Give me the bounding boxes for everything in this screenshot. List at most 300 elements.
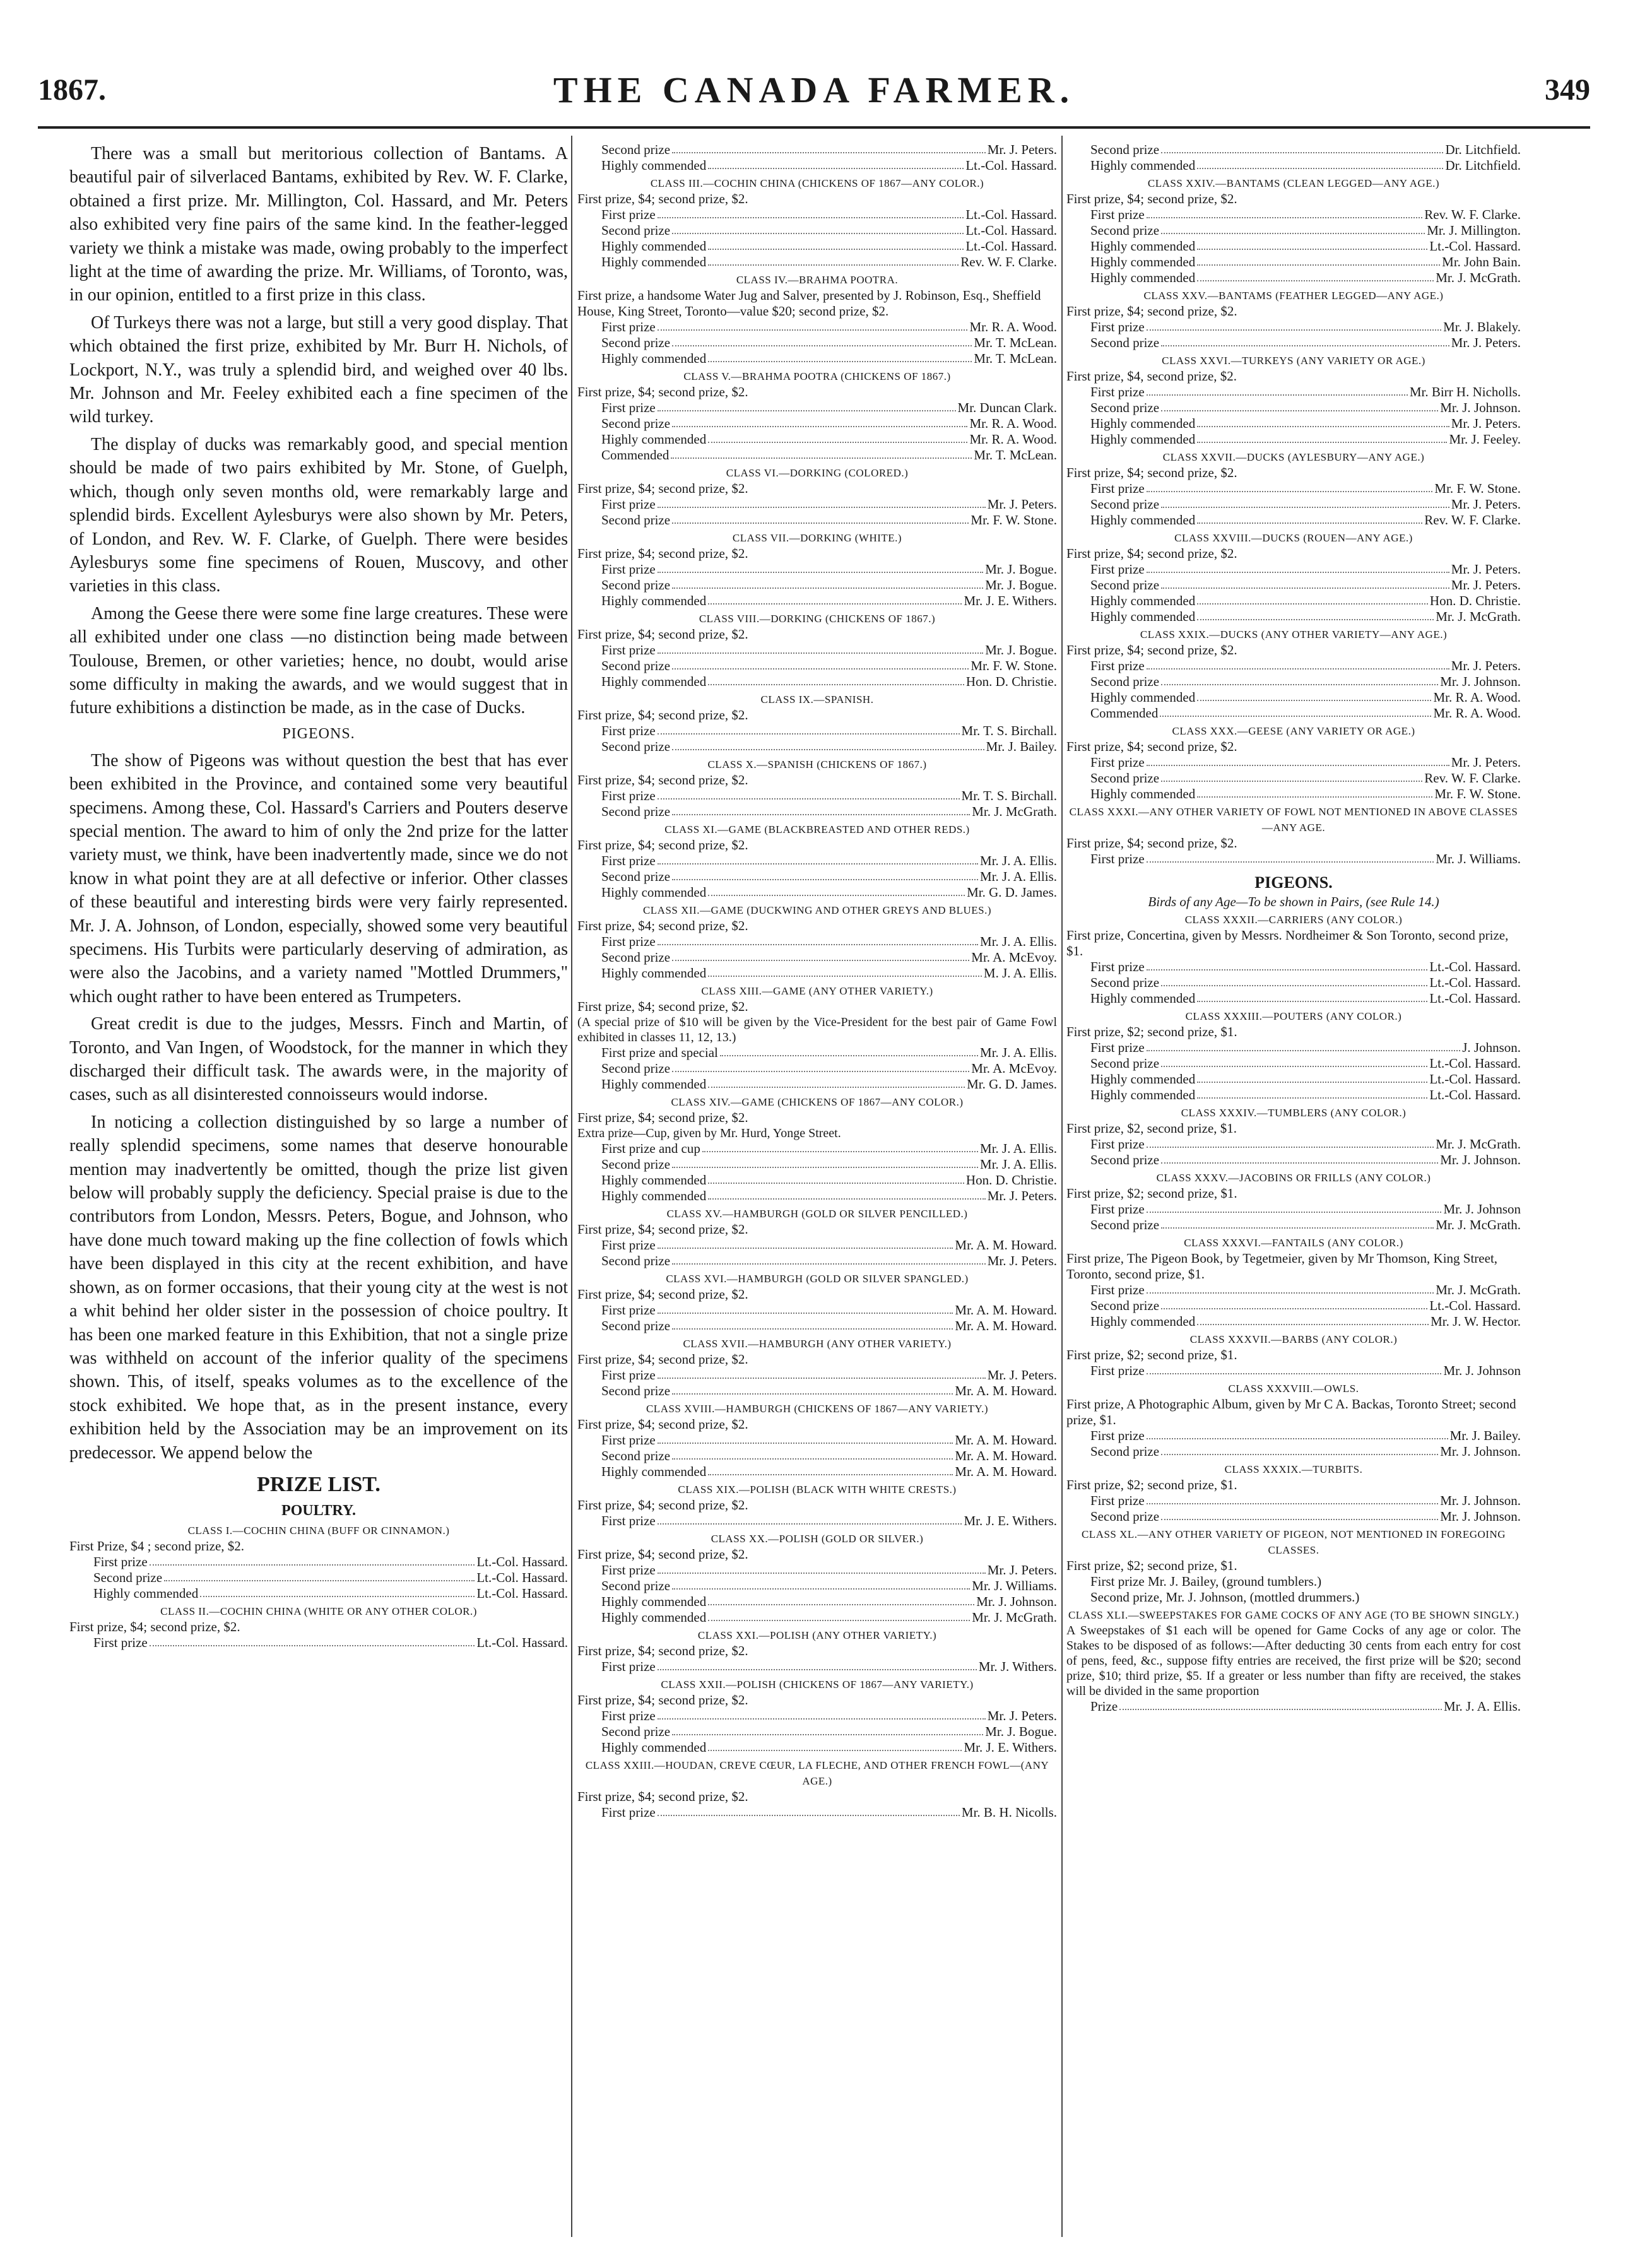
award-label: Second prize — [1090, 335, 1160, 350]
dot-leader — [658, 497, 986, 508]
prize-values: First prize, $4; second prize, $2. — [577, 1287, 748, 1302]
winner-name: Mr. John Bain. — [1442, 254, 1521, 269]
prize-entry — [69, 1586, 568, 1602]
award-label: First prize — [601, 1805, 656, 1820]
winner-name: Lt.-Col. Hassard. — [476, 1585, 568, 1601]
class-heading: CLASS XX.—POLISH (GOLD OR SILVER.) — [711, 1533, 924, 1545]
prize-entry — [1066, 658, 1521, 674]
award-label: First prize Mr. J. Bailey, (ground tumblers.) — [1090, 1574, 1322, 1589]
winner-name: Mr. R. A. Wood. — [969, 319, 1057, 334]
winner-name: J. Johnson. — [1462, 1040, 1521, 1055]
dot-leader — [708, 674, 964, 685]
award-label: First prize — [601, 1562, 656, 1578]
prize-values: First prize, $4; second prize, $2. — [577, 384, 748, 399]
award-label: Highly commended — [1090, 512, 1196, 528]
prize-entry — [577, 1805, 1057, 1820]
prize-entry — [577, 1610, 1057, 1626]
prize-entry — [577, 432, 1057, 447]
dot-leader — [1161, 1444, 1438, 1455]
class-heading: CLASS XIII.—GAME (ANY OTHER VARIETY.) — [701, 985, 933, 997]
award-label: Highly commended — [1090, 1314, 1196, 1329]
award-label: Second prize — [1090, 497, 1160, 512]
prize-entry — [577, 512, 1057, 528]
award-label: First prize — [1090, 755, 1145, 770]
prize-values: First prize, $4; second prize, $2. — [577, 1110, 748, 1125]
award-label: Highly commended — [601, 1077, 707, 1092]
prize-entry — [577, 207, 1057, 223]
award-label: Second prize — [1090, 400, 1160, 415]
dot-leader — [1161, 975, 1427, 986]
dot-leader — [672, 869, 978, 880]
winner-name: Mr. J. Peters. — [1451, 497, 1521, 512]
class-block — [1066, 1461, 1521, 1525]
winner-name: Mr. J. Peters. — [1451, 416, 1521, 431]
prize-values: First prize, $4; second prize, $2. — [577, 546, 748, 561]
award-label: Second prize — [601, 1448, 671, 1463]
class-heading: CLASS XXVII.—DUCKS (AYLESBURY—ANY AGE.) — [1162, 451, 1425, 463]
class-heading: CLASS XXIX.—DUCKS (ANY OTHER VARIETY—ANY AGE.) — [1140, 628, 1448, 640]
award-label: First prize — [601, 642, 656, 658]
prize-entry — [1066, 690, 1521, 705]
class-block — [577, 530, 1057, 609]
dot-leader — [720, 1045, 978, 1056]
award-label: First prize — [601, 400, 656, 415]
award-label: Second prize — [1090, 1509, 1160, 1524]
prize-entry — [577, 1045, 1057, 1061]
award-label: Second prize — [1090, 975, 1160, 990]
winner-name: Mr. T. McLean. — [974, 447, 1057, 463]
dot-leader — [672, 1724, 983, 1735]
prize-values: First prize, $4; second prize, $2. — [577, 481, 748, 496]
prize-entry — [1066, 1201, 1521, 1217]
winner-name: Lt.-Col. Hassard. — [1429, 1087, 1521, 1102]
award-label: First prize — [1090, 207, 1145, 222]
prize-entry — [1066, 158, 1521, 174]
award-label: Second prize — [601, 658, 671, 673]
award-label: Highly commended — [1090, 158, 1196, 173]
winner-name: Mr. J. Feeley. — [1449, 432, 1521, 447]
dot-leader — [1161, 1056, 1427, 1067]
prize-entry — [577, 1448, 1057, 1464]
winner-name: Mr. J. McGrath. — [1436, 609, 1521, 624]
dot-leader — [1197, 786, 1432, 798]
prize-entry — [1066, 497, 1521, 512]
dot-leader — [1197, 239, 1427, 250]
prize-entry — [1066, 319, 1521, 335]
award-label: First prize and cup — [601, 1141, 700, 1156]
winner-name: Mr. G. D. James. — [967, 885, 1057, 900]
winner-name: Lt.-Col. Hassard. — [965, 207, 1057, 222]
dot-leader — [672, 1383, 953, 1395]
winner-name: Mr. J. Johnson. — [1440, 1509, 1521, 1524]
prize-values: First prize, $4; second prize, $2. — [577, 1547, 748, 1562]
award-label: First prize — [1090, 1040, 1145, 1055]
award-label: First prize — [1090, 1363, 1145, 1378]
prize-values: First Prize, $4 ; second prize, $2. — [69, 1538, 245, 1554]
dot-leader — [708, 351, 972, 362]
class-heading: CLASS XXXIII.—POUTERS (ANY COLOR.) — [1185, 1010, 1402, 1022]
winner-name: Mr. J. Bogue. — [985, 562, 1057, 577]
dot-leader — [1147, 562, 1449, 573]
winner-name: Lt.-Col. Hassard. — [965, 223, 1057, 238]
award-label: Highly commended — [601, 254, 707, 269]
winner-name: Mr. J. Peters. — [1451, 577, 1521, 593]
class-heading: CLASS XXXV.—JACOBINS OR FRILLS (ANY COLOR.) — [1156, 1172, 1431, 1184]
prize-entry — [577, 1578, 1057, 1594]
prize-entry — [1066, 1314, 1521, 1330]
award-label: First prize — [1090, 481, 1145, 496]
class-block — [1066, 1008, 1521, 1103]
prize-values: First prize, $2; second prize, $1. — [1066, 1558, 1237, 1573]
class-heading: CLASS XIV.—GAME (CHICKENS OF 1867—ANY COLOR.) — [671, 1096, 964, 1108]
award-label: Second prize — [601, 142, 671, 157]
prize-values: First prize, $4; second prize, $2. — [1066, 304, 1237, 319]
award-label: Second prize — [601, 1157, 671, 1172]
dot-leader — [1161, 335, 1449, 346]
prize-entry — [577, 950, 1057, 965]
dot-leader — [672, 950, 969, 961]
prize-entry — [577, 674, 1057, 690]
column-divider — [1061, 136, 1063, 2237]
prize-values: First prize, $4; second prize, $2. — [577, 1643, 748, 1658]
award-label: Highly commended — [1090, 416, 1196, 431]
class-block — [577, 902, 1057, 981]
article-paragraph: Among the Geese there were some fine large creatures. These were all exhibited under one class —no distinction being made between Toulouse, Bremen, or other varieties; hence, no doubt, would arise some difficulty in making the awards, and we would suggest that in future exhibitions a distinction be made, as in the case of Ducks. — [69, 603, 568, 718]
prize-entry — [1066, 959, 1521, 975]
dot-leader — [658, 1708, 986, 1720]
class-block — [1066, 353, 1521, 447]
class-block — [577, 272, 1057, 367]
dot-leader — [1197, 416, 1449, 427]
dot-leader — [1161, 674, 1438, 685]
winner-name: Mr. J. A. Ellis. — [980, 1141, 1057, 1156]
class-heading: CLASS XXXIX.—TURBITS. — [1224, 1463, 1363, 1475]
prize-entry — [1066, 270, 1521, 286]
dot-leader — [671, 447, 972, 459]
prize-entry — [1066, 1444, 1521, 1460]
prize-entry — [577, 723, 1057, 739]
award-label: First prize — [601, 1513, 656, 1528]
class-block — [1066, 1170, 1521, 1233]
winner-name: Lt.-Col. Hassard. — [1429, 975, 1521, 990]
winner-name: Mr. J. A. Ellis. — [980, 853, 1057, 868]
prize-entry — [577, 1077, 1057, 1092]
dot-leader — [672, 1318, 953, 1330]
class-heading: CLASS XXXII.—CARRIERS (ANY COLOR.) — [1184, 914, 1403, 926]
dot-leader — [1147, 851, 1434, 863]
class-block — [577, 1531, 1057, 1626]
dot-leader — [1161, 1152, 1438, 1164]
winner-name: Mr. J. Johnson. — [1440, 1152, 1521, 1167]
poultry-heading: POULTRY. — [281, 1502, 357, 1519]
award-label: First prize — [93, 1634, 148, 1650]
prize-values: First prize, $4; second prize, $2. — [577, 999, 748, 1014]
winner-name: Mr. A. McEvoy. — [971, 950, 1057, 965]
prize-entry — [577, 1188, 1057, 1204]
winner-name: Lt.-Col. Hassard. — [1429, 1298, 1521, 1313]
prize-values: First prize, $4; second prize, $2. — [577, 1789, 748, 1804]
prize-entry — [1066, 432, 1521, 447]
prize-entry — [577, 158, 1057, 174]
class-block — [577, 1336, 1057, 1399]
winner-name: Rev. W. F. Clarke. — [1424, 512, 1521, 528]
article-column — [69, 142, 568, 2250]
prize-entry — [1066, 512, 1521, 528]
prize-list-heading: PRIZE LIST. — [257, 1472, 381, 1496]
dot-leader — [1160, 705, 1431, 717]
dot-leader — [658, 207, 964, 218]
dot-leader — [1161, 770, 1422, 782]
class-block — [577, 1627, 1057, 1675]
winner-name: Mr. J. McGrath. — [1436, 270, 1521, 285]
award-label: Commended — [1090, 705, 1159, 721]
prize-list — [1066, 142, 1521, 867]
prize-entry — [1066, 577, 1521, 593]
prize-entry — [577, 1562, 1057, 1578]
dot-leader — [658, 319, 968, 331]
award-label: First prize — [1090, 1136, 1145, 1152]
dot-leader — [658, 788, 960, 800]
dot-leader — [1147, 1282, 1434, 1294]
dot-leader — [672, 512, 969, 524]
class-block — [577, 822, 1057, 900]
prize-entry — [577, 1157, 1057, 1172]
winner-name: Mr. J. E. Withers. — [964, 593, 1057, 608]
award-label: First prize — [601, 1237, 656, 1253]
dot-leader — [672, 804, 970, 815]
class-block — [577, 1401, 1057, 1480]
award-label: Second prize — [1090, 1298, 1160, 1313]
dot-leader — [672, 658, 969, 670]
prize-list — [577, 142, 1057, 1820]
winner-name: Mr. J. Blakely. — [1443, 319, 1521, 334]
winner-name: Mr. B. H. Nicolls. — [961, 1805, 1057, 1820]
prize-entry — [1066, 705, 1521, 721]
prize-entry — [577, 1253, 1057, 1269]
class-heading: CLASS XXV.—BANTAMS (FEATHER LEGGED—ANY AGE.) — [1143, 290, 1444, 302]
winner-name: Mr. J. Peters. — [1451, 335, 1521, 350]
section-heading: PIGEONS. — [1254, 873, 1333, 892]
prize-entry — [1066, 786, 1521, 802]
class-heading: CLASS VI.—DORKING (COLORED.) — [726, 467, 909, 479]
prize-entry — [577, 788, 1057, 804]
class-note: (A special prize of $10 will be given by the Vice-President for the best pair of Game Fowl exhibited in classes 11, 12, 13.) — [577, 1015, 1057, 1044]
prize-values: First prize, Concertina, given by Messrs. Nordheimer & Son Toronto, second prize, $1. — [1066, 928, 1509, 959]
award-label: Second prize — [601, 335, 671, 350]
prize-entry — [1066, 609, 1521, 625]
dot-leader — [1161, 1298, 1427, 1309]
dot-leader — [672, 739, 984, 750]
prize-entry — [1066, 1087, 1521, 1103]
dot-leader — [708, 1594, 974, 1605]
dot-leader — [702, 1141, 978, 1152]
prize-entry — [1066, 1152, 1521, 1168]
prize-entry — [69, 1635, 568, 1651]
prize-entry — [1066, 481, 1521, 497]
prize-entry — [577, 447, 1057, 463]
prize-list — [69, 1523, 568, 1651]
award-label: Highly commended — [1090, 593, 1196, 608]
award-label: First prize — [1090, 319, 1145, 334]
award-label: Second prize — [601, 804, 671, 819]
dot-leader — [1161, 1217, 1434, 1229]
prize-entry — [1066, 562, 1521, 577]
prize-entry — [577, 1740, 1057, 1756]
award-label: Highly commended — [601, 885, 707, 900]
award-label: Prize — [1090, 1699, 1118, 1714]
prize-values: First prize, $2; second prize, $1. — [1066, 1347, 1237, 1362]
winner-name: Mr. T. S. Birchall. — [961, 788, 1057, 803]
winner-name: Hon. D. Christie. — [1429, 593, 1521, 608]
winner-name: Mr. J. Peters. — [987, 1188, 1057, 1203]
dot-leader — [658, 1805, 960, 1816]
class-block — [577, 369, 1057, 463]
class-heading: CLASS V.—BRAHMA POOTRA (CHICKENS OF 1867.) — [683, 370, 951, 382]
dot-leader — [1197, 270, 1434, 281]
prize-values: First prize, $4; second prize, $2. — [577, 837, 748, 853]
prize-entry — [1066, 975, 1521, 991]
class-block — [577, 1094, 1057, 1204]
class-heading: CLASS XXIV.—BANTAMS (CLEAN LEGGED—ANY AGE.) — [1147, 177, 1440, 189]
dot-leader — [708, 254, 959, 266]
dot-leader — [658, 934, 978, 945]
winner-name: Mr. A. M. Howard. — [955, 1383, 1057, 1398]
winner-name: Mr. J. Peters. — [987, 1708, 1057, 1723]
award-label: Highly commended — [1090, 270, 1196, 285]
class-note: A Sweepstakes of $1 each will be opened for Game Cocks of any age or color. The Stakes to be disposed of as follows:—After deducting 30 cents from each entry for cost of pens, feed, &c., suppose fifty entries are received, the first prize will be $20; second prize, $10; third prize, $5. If a greater or less number than fifty are received, the stakes will be divided in the same proportion — [1066, 1624, 1521, 1698]
winner-name: Lt.-Col. Hassard. — [1429, 239, 1521, 254]
prize-values: First prize, $4; second prize, $2. — [577, 1222, 748, 1237]
class-block — [577, 465, 1057, 528]
winner-name: Mr. R. A. Wood. — [969, 416, 1057, 431]
dot-leader — [1147, 1201, 1442, 1213]
dot-leader — [672, 223, 964, 234]
dot-leader — [658, 1237, 953, 1249]
class-heading: CLASS IX.—SPANISH. — [760, 693, 874, 705]
class-block — [1066, 175, 1521, 286]
award-label: First prize — [601, 497, 656, 512]
dot-leader — [1147, 658, 1449, 670]
award-label: Highly commended — [1090, 609, 1196, 624]
dot-leader — [672, 1061, 969, 1072]
class-heading: CLASS XXVI.—TURKEYS (ANY VARIETY OR AGE.) — [1162, 355, 1425, 367]
award-label: Second prize — [601, 869, 671, 884]
dot-leader — [658, 1302, 953, 1314]
winner-name: Mr. J. Peters. — [987, 497, 1057, 512]
prize-values: First prize, $4; second prize, $2. — [577, 918, 748, 933]
award-label: First prize — [601, 1659, 656, 1674]
article-paragraph: In noticing a collection distinguished by so large a number of really splendid specimens, some names that deserve honourable mention may inadvertently be omitted, though the prize list given below will probably supply the deficiency. Special praise is due to the contributors from London, Messrs. Peters, Bogue, and Johnson, who have done much toward making up the fine collection of fowls which have been displayed in this city at the recent exhibition, and have shown, as on former occasions, that their young city at the west is not a whit behind her older sister in the possession of choice poultry. It has been one marked feature in this Exhibition, that not a single prize was withheld on account of the inferior quality of the specimens shown. This, of itself, speaks volumes as to the excellence of the stock exhibited. We hope that, as in the present instance, every exhibition held by the Association may be an improvement on its predecessor. We append below the — [69, 1112, 568, 1463]
winner-name: Mr. J. A. Ellis. — [980, 934, 1057, 949]
winner-name: Lt.-Col. Hassard. — [1429, 959, 1521, 974]
prize-entry — [577, 1432, 1057, 1448]
winner-name: M. J. A. Ellis. — [983, 965, 1057, 981]
winner-name: Dr. Litchfield. — [1445, 142, 1521, 157]
prize-entry — [1066, 254, 1521, 270]
class-heading: CLASS XL.—ANY OTHER VARIETY OF PIGEON, NOT MENTIONED IN FOREGOING CLASSES. — [1081, 1528, 1506, 1556]
class-block — [1066, 1235, 1521, 1330]
award-label: Second prize — [601, 1061, 671, 1076]
winner-name: Mr. Birr H. Nicholls. — [1409, 384, 1521, 399]
winner-name: Lt.-Col. Hassard. — [1429, 1071, 1521, 1087]
award-label: Second prize — [1090, 674, 1160, 689]
prize-values: First prize, $4; second prize, $2. — [1066, 546, 1237, 561]
dot-leader — [672, 1448, 953, 1460]
class-block — [1066, 1105, 1521, 1168]
prize-entry — [1066, 674, 1521, 690]
winner-name: Mr. J. W. Hector. — [1431, 1314, 1521, 1329]
prize-entry — [1066, 1040, 1521, 1056]
dot-leader — [658, 1659, 977, 1670]
issue-year: 1867. — [38, 73, 106, 107]
prize-entry — [1066, 755, 1521, 770]
prize-entry — [577, 804, 1057, 820]
winner-name: Mr. A. M. Howard. — [955, 1237, 1057, 1253]
class-heading: CLASS VIII.—DORKING (CHICKENS OF 1867.) — [699, 613, 936, 625]
class-note: Extra prize—Cup, given by Mr. Hurd, Yonge Street. — [577, 1126, 841, 1140]
prize-entry — [1066, 1493, 1521, 1509]
page-number: 349 — [1545, 73, 1590, 107]
dot-leader — [1197, 432, 1447, 443]
winner-name: Mr. J. McGrath. — [1436, 1282, 1521, 1297]
article-paragraph: The show of Pigeons was without question the best that has ever been exhibited in the Province, and contained some very beautiful specimens. Among these, Col. Hassard's Carriers and Pouters deserve special mention. The award to him of only the 2nd prize for the latter variety must, we think, have been inadvertently made, since we do not know in what point they are at all defective or inferior. Other classes of these beautiful and interesting birds were very fairly represented. Mr. J. A. Johnson, of London, especially, showed some very beautiful specimens. His Turbits were particularly deserving of admiration, as were also the Jacobins, and a variety named "Mottled Drummers," which ought rather to have been entered as Trumpeters. — [69, 750, 568, 1006]
winner-name: Mr. J. A. Ellis. — [980, 1045, 1057, 1060]
prize-values: First prize, a handsome Water Jug and Salver, presented by J. Robinson, Esq., Sheffield House, King Street, Toronto—value $20; second prize, $2. — [577, 288, 1041, 319]
prize-entry — [1066, 1071, 1521, 1087]
award-label: Highly commended — [1090, 432, 1196, 447]
award-label: Highly commended — [601, 351, 707, 366]
prize-entry — [1066, 1574, 1521, 1590]
dot-leader — [1197, 254, 1440, 266]
prize-list-column — [577, 142, 1057, 2250]
winner-name: Mr. J. Johnson. — [976, 1594, 1057, 1609]
prize-entry — [1066, 1590, 1521, 1605]
prize-values: First prize, $4; second prize, $2. — [577, 191, 748, 206]
winner-name: Lt.-Col. Hassard. — [1429, 991, 1521, 1006]
dot-leader — [658, 1367, 986, 1379]
award-label: Highly commended — [601, 1740, 707, 1755]
award-label: First prize — [1090, 1201, 1145, 1217]
award-label: First prize — [601, 1708, 656, 1723]
winner-name: Mr. J. E. Withers. — [964, 1740, 1057, 1755]
prize-values: First prize, $4; second prize, $2. — [577, 772, 748, 788]
winner-name: Mr. J. Bogue. — [985, 577, 1057, 593]
prize-entry — [577, 1367, 1057, 1383]
prize-entry — [577, 1061, 1057, 1077]
dot-leader — [658, 642, 984, 654]
prize-entry — [577, 1513, 1057, 1529]
winner-name: Mr. T. McLean. — [974, 335, 1057, 350]
class-heading: CLASS XXXIV.—TUMBLERS (ANY COLOR.) — [1181, 1107, 1407, 1119]
prize-values: First prize, The Pigeon Book, by Tegetmeier, given by Mr Thomson, King Street, Toronto, second prize, $1. — [1066, 1251, 1498, 1282]
prize-entry — [577, 1302, 1057, 1318]
award-label: First prize — [601, 788, 656, 803]
winner-name: Lt.-Col. Hassard. — [476, 1554, 568, 1569]
dot-leader — [1197, 158, 1443, 169]
winner-name: Mr. R. A. Wood. — [1433, 705, 1521, 721]
winner-name: Mr. J. Peters. — [1451, 562, 1521, 577]
winner-name: Mr. F. W. Stone. — [1434, 481, 1521, 496]
award-label: Highly commended — [1090, 254, 1196, 269]
award-label: Second prize — [1090, 1152, 1160, 1167]
prize-entry — [1066, 1363, 1521, 1379]
award-label: Highly commended — [601, 239, 707, 254]
dot-leader — [672, 577, 983, 589]
award-label: Second prize — [1090, 142, 1160, 157]
prize-entry — [577, 254, 1057, 270]
prize-entry — [69, 1554, 568, 1570]
award-label: First prize — [601, 207, 656, 222]
